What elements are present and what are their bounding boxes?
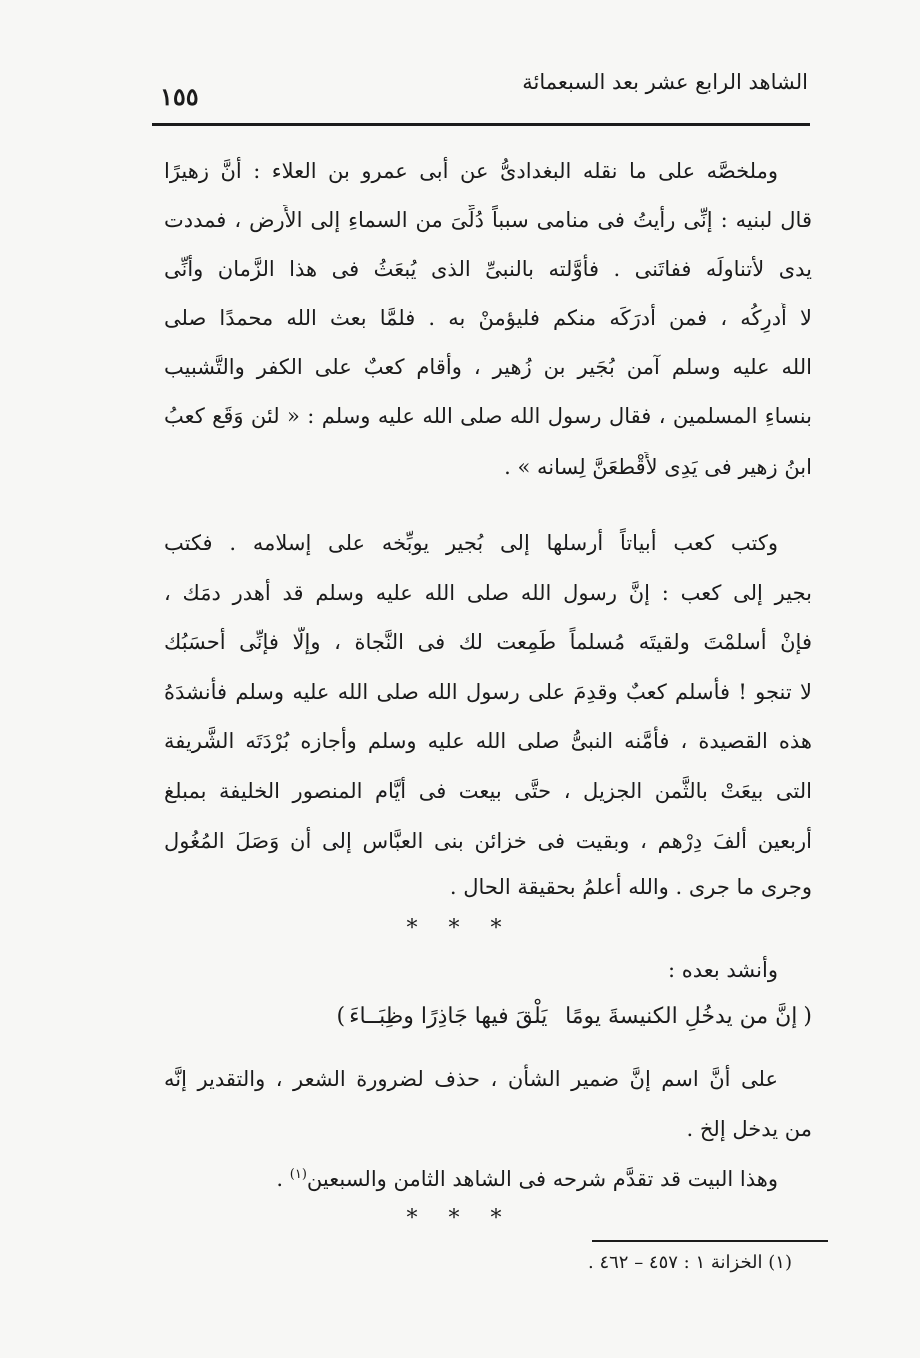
paragraph-1-line-2: قال لبنيه : إنِّى رأيتُ فى منامى سبباً دُلِّىَ من السماءِ إلى الأَرض ، فمددت: [164, 208, 812, 232]
paragraph-1-line-4: لا أُدرِكُه ، فمن أدرَكَه منكم فليؤمنْ به . فلمَّا بعث الله محمدًا صلى: [164, 306, 812, 330]
page-number: ١٥٥: [160, 82, 199, 111]
paragraph-3-line-1: على أنَّ اسم إنَّ ضمير الشأْن ، حذف لضرورة الشعر ، والتقدير إنَّه: [164, 1067, 778, 1091]
poetry-verse: [164, 1002, 812, 1032]
paragraph-2-line-4: لا تنجو ! فأسلم كعبٌ وقدِمَ على رسول الله صلى الله عليه وسلم فأنشدَهُ: [164, 680, 812, 704]
verse-open-bracket: (: [803, 1004, 812, 1029]
paragraph-4: [164, 1160, 812, 1194]
verse-intro: وأنشد بعده :: [667, 958, 778, 982]
paragraph-4-text: وهذا البيت قد تقدَّم شرحه فى الشاهد الثامن والسبعين: [306, 1167, 778, 1191]
running-header-title: الشاهد الرابع عشر بعد السبعمائة: [522, 70, 808, 94]
paragraph-1-line-3: يدى لأتناولَه ففاتَنى . فأَوَّلته بالنبىِّ الذى يُبعَثُ فى هذا الزَّمان وأنِّى: [164, 257, 812, 281]
paragraph-2-line-7: أربعين ألفَ دِرْهم ، وبقيت فى خزائن بنى العبَّاس إلى أن وَصَلَ المُغُول: [164, 829, 812, 853]
header-rule: [152, 123, 810, 126]
paragraph-4-period: .: [276, 1167, 284, 1191]
section-separator-end: * * *: [406, 1206, 514, 1231]
paragraph-1-line-7: ابنُ زهير فى يَدِى لأَقْطعَنَّ لِسانه » .: [504, 455, 812, 479]
paragraph-2-line-3: فإنْ أسلمْتَ ولقيتَه مُسلماً طَمِعت لك فى النَّجاة ، وإلَّا فإنِّى أحسَبُك: [164, 630, 812, 654]
footnote-rule: [592, 1240, 828, 1242]
verse-close-bracket: ): [336, 1004, 346, 1029]
footnote-reference-mark: (١): [289, 1167, 307, 1182]
paragraph-2-line-5: هذه القصيدة ، فأمَّنه النبىُّ صلى الله عليه وسلم وأجازه بُرْدَتَه الشَّريفة: [164, 729, 812, 753]
paragraph-2-line-8: وجرى ما جرى . والله أعلمُ بحقيقة الحال .: [449, 875, 812, 899]
paragraph-2-line-6: التى بيعَتْ بالثَّمن الجزيل ، حتَّى بيعت فى أيَّام المنصور الخليفة بمبلغ: [164, 779, 812, 803]
paragraph-1-line-1: وملخصَّه على ما نقله البغدادىُّ عن أبى عمرو بن العلاء : أنَّ زهيرًا: [164, 159, 778, 183]
paragraph-2-line-1: وكتب كعب أبياتاً أرسلها إلى بُجير يوبِّخه على إسلامه . فكتب: [164, 531, 778, 555]
paragraph-2-line-2: بجير إلى كعب : إنَّ رسول الله صلى الله عليه وسلم قد أهدر دمَك ،: [164, 581, 812, 605]
paragraph-1-line-6: بنساءِ المسلمين ، فقال رسول الله صلى الله عليه وسلم : « لئن وَقَع كعبُ: [164, 404, 812, 428]
footnote: (١) الخزانة ١ : ٤٥٧ – ٤٦٢ .: [588, 1252, 792, 1273]
section-separator: * * *: [406, 916, 514, 941]
verse-first-hemistich: إنَّ من يدخُلِ الكنيسةَ يومًا: [565, 1004, 798, 1029]
paragraph-3-line-2: من يدخل إلخ .: [686, 1117, 812, 1141]
verse-second-hemistich: يَلْقَ فيها جَاذِرًا وظِبَــاءَ: [349, 1004, 548, 1029]
paragraph-1-line-5: الله عليه وسلم آمن بُجَير بن زُهير ، وأقام كعبٌ على الكفر والتَّشبيب: [164, 355, 812, 379]
